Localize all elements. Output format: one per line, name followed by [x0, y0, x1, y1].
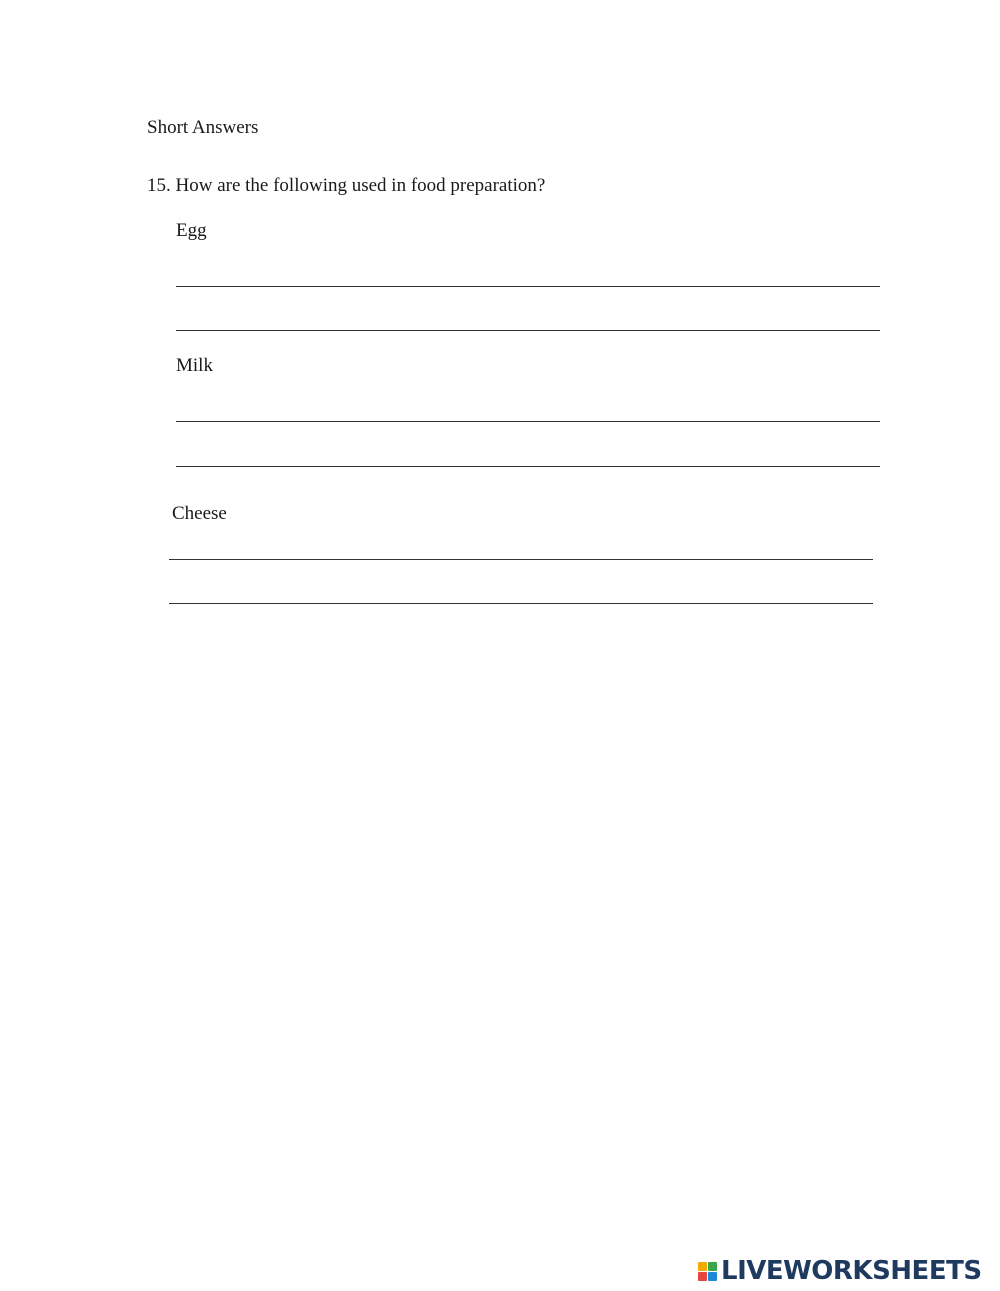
answer-field-egg-1[interactable] [176, 263, 884, 287]
answer-field-cheese-2[interactable] [169, 580, 877, 604]
logo-block-icon [698, 1272, 707, 1281]
liveworksheets-logo[interactable] [698, 1256, 982, 1286]
answer-line [176, 286, 880, 287]
answer-line [176, 330, 880, 331]
item-label-cheese: Cheese [172, 503, 227, 524]
question-text: 15. How are the following used in food preparation? [147, 175, 546, 196]
answer-field-egg-2[interactable] [176, 307, 884, 331]
logo-text: LIVEWORKSHEETS [721, 1256, 982, 1286]
answer-line [176, 466, 880, 467]
logo-blocks-icon [698, 1262, 717, 1281]
logo-block-icon [708, 1262, 717, 1271]
item-label-milk: Milk [176, 355, 213, 376]
answer-field-milk-1[interactable] [176, 398, 884, 422]
section-title: Short Answers [147, 117, 259, 138]
item-label-egg: Egg [176, 220, 207, 241]
answer-field-milk-2[interactable] [176, 443, 884, 467]
logo-block-icon [708, 1272, 717, 1281]
answer-line [169, 603, 873, 604]
answer-line [176, 421, 880, 422]
answer-field-cheese-1[interactable] [169, 536, 877, 560]
answer-line [169, 559, 873, 560]
logo-block-icon [698, 1262, 707, 1271]
